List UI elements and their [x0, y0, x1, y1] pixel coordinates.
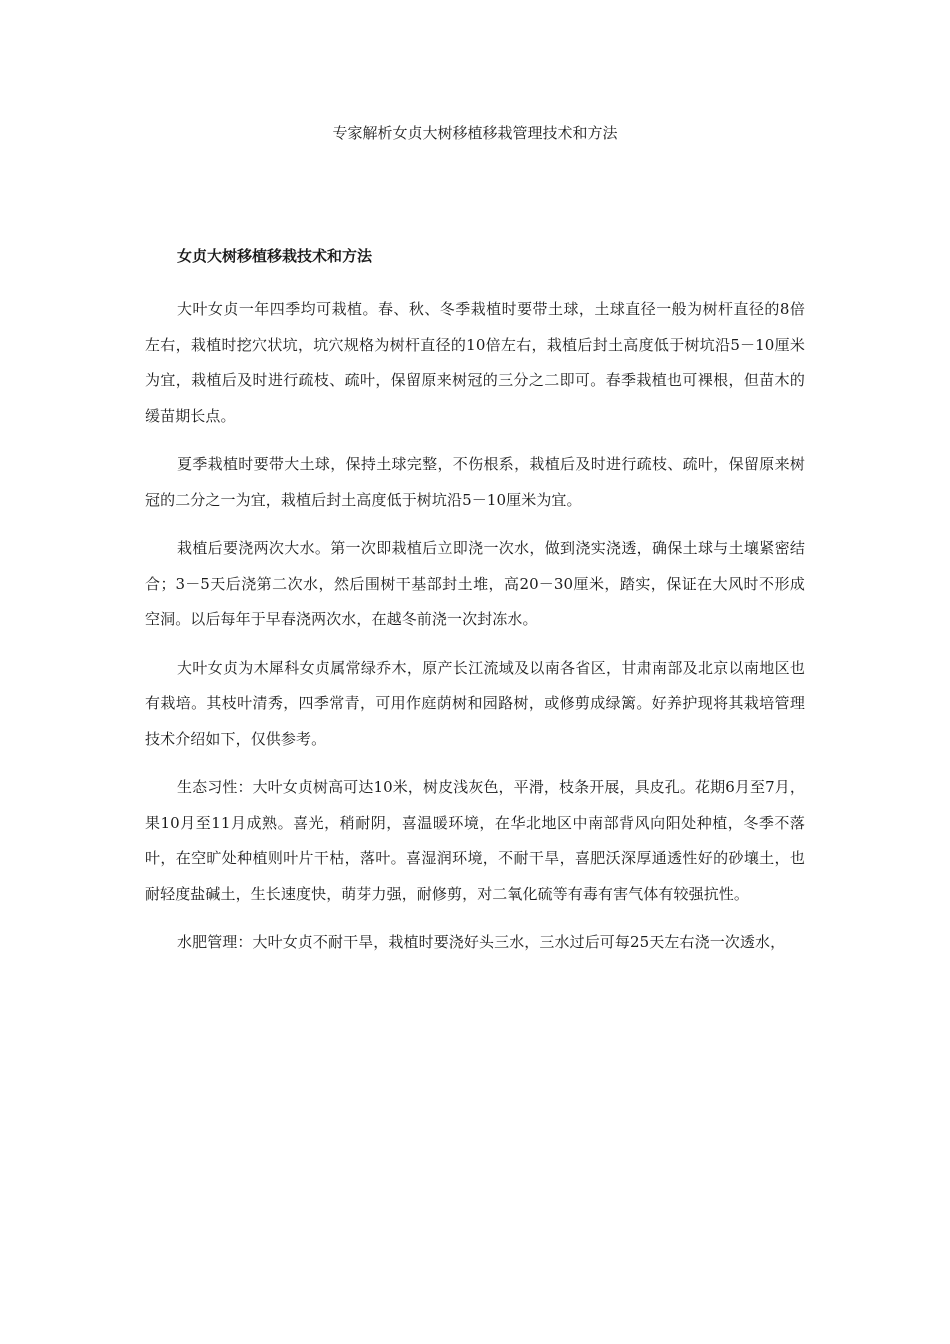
document-body	[145, 244, 805, 974]
document-title: 专家解析女贞大树移植移栽管理技术和方法	[332, 124, 618, 142]
section-heading: 女贞大树移植移栽技术和方法	[177, 247, 373, 265]
paragraph-summer-planting: 夏季栽植时要带大土球，保持土球完整，不伤根系，栽植后及时进行疏枝、疏叶，保留原来树冠的二分之一为宜，栽植后封土高度低于树坑沿5－10厘米为宜。	[145, 455, 805, 509]
paragraph-watering: 栽植后要浇两次大水。第一次即栽植后立即浇一次水，做到浇实浇透，确保土球与土壤紧密结合；3－5天后浇第二次水，然后围树干基部封土堆，高20－30厘米，踏实，保证在大风时不形成空洞。以后每年于早春浇两次水，在越冬前浇一次封冻水。	[145, 539, 805, 628]
paragraph-ecological-habits: 生态习性：大叶女贞树高可达10米，树皮浅灰色，平滑，枝条开展，具皮孔。花期6月至7月，果10月至11月成熟。喜光，稍耐阴，喜温暖环境，在华北地区中南部背风向阳处种植，冬季不落叶，在空旷处种植则叶片干枯，落叶。喜湿润环境，不耐干旱，喜肥沃深厚通透性好的砂壤土，也耐轻度盐碱土，生长速度快，萌芽力强，耐修剪，对二氧化硫等有毒有害气体有较强抗性。	[145, 778, 805, 903]
paragraph-planting-seasons: 大叶女贞一年四季均可栽植。春、秋、冬季栽植时要带土球，土球直径一般为树杆直径的8倍左右，栽植时挖穴状坑，坑穴规格为树杆直径的10倍左右，栽植后封土高度低于树坑沿5－10厘米为宜，栽植后及时进行疏枝、疏叶，保留原来树冠的三分之二即可。春季栽植也可裸根，但苗木的缓苗期长点。	[145, 300, 805, 425]
paragraph-water-fertilizer: 水肥管理：大叶女贞不耐干旱，栽植时要浇好头三水，三水过后可每25天左右浇一次透水，	[177, 933, 786, 951]
paragraph-introduction: 大叶女贞为木犀科女贞属常绿乔木，原产长江流域及以南各省区，甘肃南部及北京以南地区也有栽培。其枝叶清秀，四季常青，可用作庭荫树和园路树，或修剪成绿篱。好养护现将其栽培管理技术介绍如下，仅供参考。	[145, 658, 805, 748]
